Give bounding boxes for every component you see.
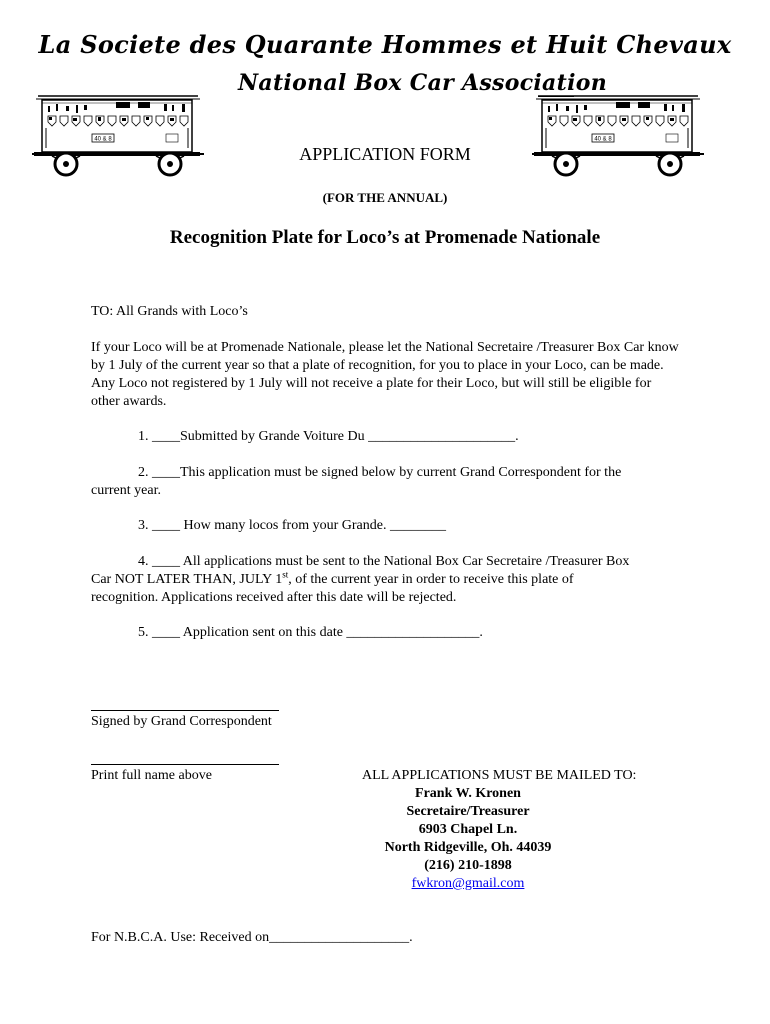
form-title: APPLICATION FORM xyxy=(299,144,471,164)
item-3 xyxy=(91,517,691,535)
mailing-email-link[interactable]: fwkron@gmail.com xyxy=(411,876,525,891)
mailing-city: North Ridgeville, Oh. 44039 xyxy=(384,840,552,855)
to-line: TO: All Grands with Loco’s xyxy=(91,304,248,319)
mailing-address xyxy=(318,785,618,893)
organization-title: La Societe des Quarante Hommes et Huit Chevaux xyxy=(38,30,732,59)
item-5 xyxy=(91,624,691,642)
item-4-line-2 xyxy=(91,571,691,589)
mailing-role: Secretaire/Treasurer xyxy=(406,804,530,819)
signed-by-label: Signed by Grand Correspondent xyxy=(91,714,272,729)
item-4-line-2-post: , of the current year in order to receive this plate of xyxy=(288,572,574,587)
item-3-text: 3. ____ How many locos from your Grande. ________ xyxy=(138,518,446,533)
item-1-text: 1. ____Submitted by Grande Voiture Du _____________________. xyxy=(138,429,519,444)
print-name-line[interactable] xyxy=(91,764,279,765)
item-2 xyxy=(91,464,691,500)
item-2-line-2: current year. xyxy=(91,483,161,498)
office-use-line: For N.B.C.A. Use: Received on____________________. xyxy=(91,930,413,945)
association-title: National Box Car Association xyxy=(238,70,607,96)
item-4-ordinal: st xyxy=(282,569,289,580)
item-5-text: 5. ____ Application sent on this date ___________________. xyxy=(138,625,483,640)
item-4-line-2-pre: Car NOT LATER THAN, JULY 1 xyxy=(91,572,283,587)
mailing-heading: ALL APPLICATIONS MUST BE MAILED TO: xyxy=(362,768,637,783)
svg-text:40 & 8: 40 & 8 xyxy=(94,136,112,143)
mailing-phone: (216) 210-1898 xyxy=(424,858,512,873)
item-1 xyxy=(91,428,691,446)
mailing-street: 6903 Chapel Ln. xyxy=(418,822,518,837)
form-subtitle: (FOR THE ANNUAL) xyxy=(322,190,448,205)
intro-paragraph: If your Loco will be at Promenade Nationale, please let the National Secretaire /Treasurer Box Car know by 1 July of the current year so that a plate of recognition, for you to place in your Loco, can be made. Any Loco not registered by 1 July will not receive a plate for their Loco, but will still be eligible for other awards. xyxy=(91,340,679,409)
item-4-line-3: recognition. Applications received after this date will be rejected. xyxy=(91,590,457,605)
item-2-line-1: 2. ____This application must be signed below by current Grand Correspondent for the xyxy=(138,465,622,480)
plate-title: Recognition Plate for Loco’s at Promenade Nationale xyxy=(169,227,601,248)
signature-line[interactable] xyxy=(91,710,279,711)
item-4 xyxy=(91,553,691,607)
mailing-name: Frank W. Kronen xyxy=(415,786,521,801)
print-name-label: Print full name above xyxy=(91,768,212,783)
item-4-line-1: 4. ____ All applications must be sent to the National Box Car Secretaire /Treasurer Box xyxy=(138,554,630,569)
svg-text:40 & 8: 40 & 8 xyxy=(594,136,612,143)
